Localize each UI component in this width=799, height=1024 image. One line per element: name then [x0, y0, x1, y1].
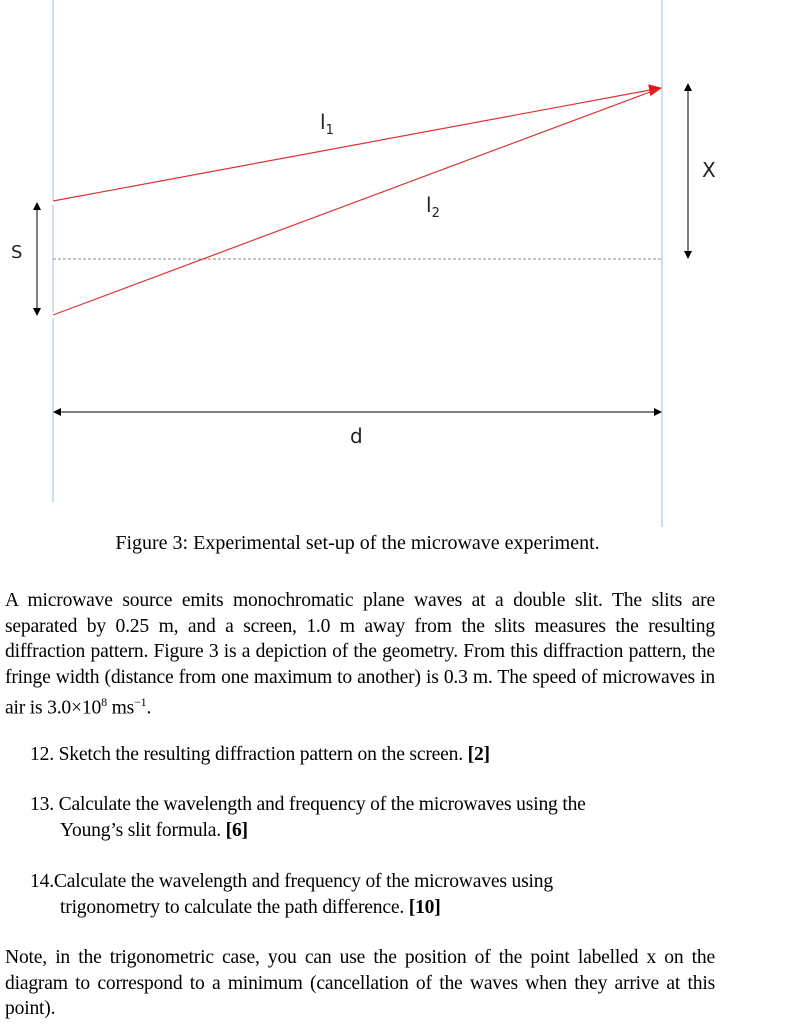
question-14: 14.Calculate the wavelength and frequency of the microwaves using trigonometry to calculate the path difference. [10]	[30, 871, 553, 918]
label-s: S	[11, 242, 23, 263]
question-13: 13. Calculate the wavelength and frequency of the microwaves using the Young’s slit formula. [6]	[30, 794, 586, 841]
note-paragraph: Note, in the trigonometric case, you can use the position of the point labelled x on the diagram to correspond to a minimum (cancellation of the waves when they arrive at this point).	[5, 947, 715, 1019]
label-d: d	[350, 424, 363, 448]
label-x: X	[702, 158, 716, 182]
ray-l1	[53, 88, 661, 201]
label-l1: $l_1$	[320, 110, 334, 138]
intro-paragraph: A microwave source emits monochromatic plane waves at a double slit. The slits are separated by 0.25 m, and a screen, 1.0 m away from the slits measures the resulting diffraction pattern. Figure 3 is a depiction of the geometry. From this diffraction pattern, the fringe width (distance from one maximum to another) is 0.3 m. The speed of microwaves in air is $3.0\times 10^8$ $ms^{-1}$.	[5, 590, 715, 719]
ray-l2	[53, 89, 658, 315]
figure-caption: Figure 3: Experimental set-up of the microwave experiment.	[115, 532, 600, 554]
question-12: 12. Sketch the resulting diffraction pattern on the screen. [2]	[30, 744, 490, 765]
label-l2: $l_2$	[426, 193, 440, 221]
